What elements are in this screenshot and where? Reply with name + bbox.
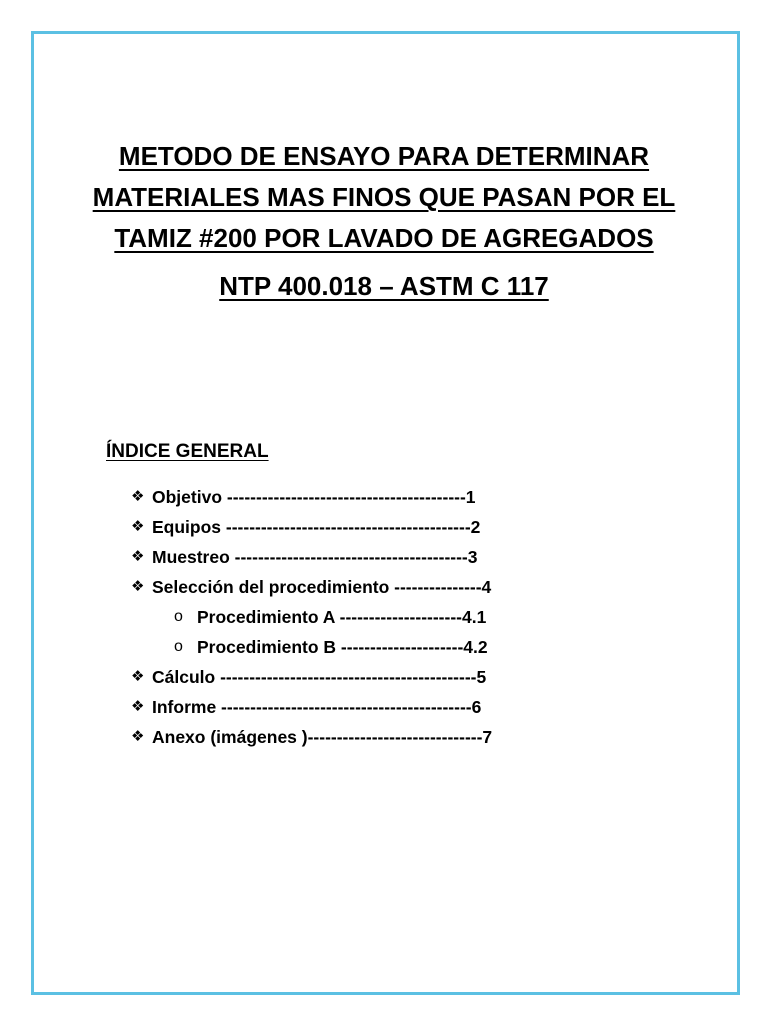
diamond-bullet-icon: ❖ <box>131 548 145 565</box>
diamond-bullet-icon: ❖ <box>131 698 145 715</box>
toc-item-calculo <box>131 662 492 692</box>
toc-item-label: Procedimiento A ---------------------4.1 <box>197 607 487 627</box>
circle-bullet-icon: o <box>174 608 183 625</box>
toc-item-muestreo <box>131 542 492 572</box>
title-line-1: METODO DE ENSAYO PARA DETERMINAR <box>118 141 650 171</box>
toc-item-label: Objetivo -----------------------------------------1 <box>152 487 476 507</box>
diamond-bullet-icon: ❖ <box>131 488 145 505</box>
toc-item-label: Equipos ------------------------------------------2 <box>152 517 481 537</box>
toc-item-seleccion <box>131 572 492 602</box>
title-line-2: MATERIALES MAS FINOS QUE PASAN POR EL <box>92 182 676 212</box>
toc-item-label: Procedimiento B ---------------------4.2 <box>197 637 488 657</box>
title-line-3: TAMIZ #200 POR LAVADO DE AGREGADOS <box>114 223 654 253</box>
toc-item-label: Cálculo --------------------------------------------5 <box>152 667 487 687</box>
standard-reference: NTP 400.018 – ASTM C 117 <box>219 271 549 301</box>
index-heading: ÍNDICE GENERAL <box>106 441 269 462</box>
diamond-bullet-icon: ❖ <box>131 728 145 745</box>
toc-item-label: Selección del procedimiento ---------------4 <box>152 577 492 597</box>
toc-item-label: Muestreo ----------------------------------------3 <box>152 547 478 567</box>
toc-subitem-procedimiento-b <box>131 632 492 662</box>
document-title <box>40 136 728 259</box>
toc-item-equipos <box>131 512 492 542</box>
toc-item-anexo <box>131 722 492 752</box>
toc-item-label: Informe -------------------------------------------6 <box>152 697 482 717</box>
toc-item-label: Anexo (imágenes )------------------------------7 <box>152 727 493 747</box>
diamond-bullet-icon: ❖ <box>131 578 145 595</box>
diamond-bullet-icon: ❖ <box>131 668 145 685</box>
table-of-contents <box>131 482 492 752</box>
toc-subitem-procedimiento-a <box>131 602 492 632</box>
circle-bullet-icon: o <box>174 638 183 655</box>
diamond-bullet-icon: ❖ <box>131 518 145 535</box>
toc-item-objetivo <box>131 482 492 512</box>
toc-item-informe <box>131 692 492 722</box>
